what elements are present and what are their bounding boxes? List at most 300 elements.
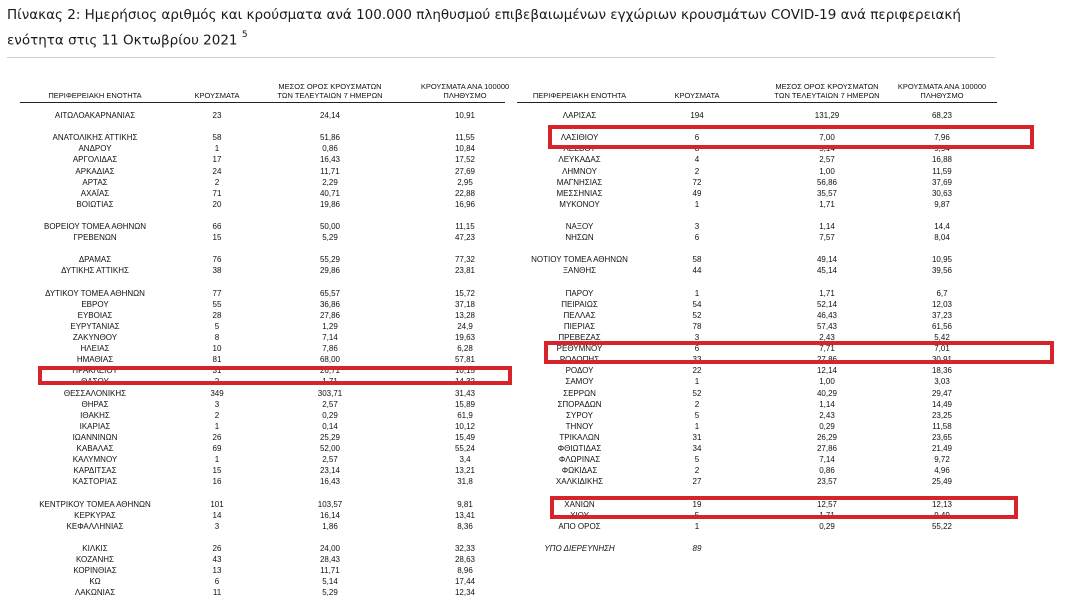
cases-cell: 2: [214, 410, 220, 420]
cases-cell: 66: [212, 222, 222, 231]
region-cell: ΛΑΡΙΣΑΣ: [562, 111, 597, 120]
avg-7-days-cell: 1,29: [322, 321, 338, 331]
avg-7-days-cell: 16,43: [319, 477, 341, 487]
avg-7-days-cell: 2,29: [322, 177, 338, 187]
per-100000-cell: 15,72: [454, 288, 476, 298]
cases-cell: 54: [692, 299, 702, 309]
cases-cell: 1: [214, 421, 220, 431]
per-100000-cell: 22,88: [454, 188, 476, 198]
avg-7-days-cell: 16,14: [319, 510, 341, 520]
per-100000-cell: 55,24: [454, 444, 476, 453]
region-cell: ΚΙΛΚΙΣ: [82, 543, 108, 553]
cases-cell: 1: [694, 199, 700, 209]
per-100000-cell: 11,55: [455, 133, 475, 143]
avg-7-days-cell: 2,57: [322, 455, 338, 465]
cases-cell: 19: [692, 499, 702, 509]
cases-cell: 6: [694, 344, 700, 354]
cases-cell: 5: [694, 510, 700, 520]
cases-cell: 349: [210, 388, 224, 398]
per-100000-cell: 14,49: [931, 399, 953, 409]
avg-7-days-cell: 131,29: [814, 111, 840, 120]
region-cell: ΡΟΔΟΠΗΣ: [559, 355, 600, 365]
avg-7-days-cell: 49,14: [816, 255, 838, 265]
region-cell: ΑΝΑΤΟΛΙΚΗΣ ΑΤΤΙΚΗΣ: [52, 133, 138, 143]
region-cell: ΣΠΟΡΑΔΩΝ: [557, 399, 602, 409]
header-region-line: ΠΕΡΙΦΕΡΕΙΑΚΗ ΕΝΟΤΗΤΑ: [532, 91, 627, 100]
region-cell: ΚΕΝΤΡΙΚΟΥ ΤΟΜΕΑ ΑΘΗΝΩΝ: [39, 499, 151, 509]
cases-cell: 31: [692, 432, 702, 442]
avg-7-days-cell: 50,00: [319, 222, 341, 231]
cases-cell: 38: [212, 266, 222, 276]
cases-cell: 23: [212, 111, 222, 120]
per-100000-cell: 15,49: [454, 432, 476, 442]
per-100000-cell: 17,52: [454, 155, 476, 165]
cases-cell: 194: [690, 111, 704, 120]
avg-7-days-cell: 5,14: [819, 144, 835, 154]
region-cell: ΑΧΑΪΑΣ: [80, 188, 110, 198]
header-avg-7-days: [270, 82, 390, 100]
avg-7-days-cell: 19,86: [319, 199, 341, 209]
cases-cell: 1: [694, 521, 700, 531]
cases-cell: 13: [212, 566, 222, 576]
header-cases-line: ΚΡΟΥΣΜΑΤΑ: [194, 91, 240, 100]
per-100000-cell: 37,69: [931, 177, 953, 187]
avg-7-days-cell: 7,86: [322, 344, 338, 354]
cases-cell: 27: [692, 477, 702, 487]
cases-cell: 3: [214, 521, 220, 531]
per-100000-cell: 16,88: [931, 155, 953, 165]
per-100000-cell: 19,63: [454, 333, 476, 342]
avg-7-days-cell: 57,43: [816, 321, 838, 331]
cases-cell: 8: [694, 144, 700, 154]
region-cell: ΡΕΘΥΜΝΟΥ: [556, 344, 603, 354]
per-100000-cell: 7,96: [934, 133, 950, 143]
header-per-100000: [410, 82, 520, 100]
per-100000-cell: 23,81: [454, 266, 476, 276]
avg-7-days-cell: 40,29: [816, 388, 838, 398]
cases-cell: 52: [692, 388, 702, 398]
cases-cell: 22: [692, 366, 702, 376]
per-100000-cell: 23,25: [931, 410, 953, 420]
per-100000-cell: 4,96: [934, 466, 950, 476]
cases-cell: 5: [694, 455, 700, 465]
table-caption: [7, 4, 1007, 52]
region-cell: ΒΟΡΕΙΟΥ ΤΟΜΕΑ ΑΘΗΝΩΝ: [43, 222, 147, 231]
region-cell: ΣΥΡΟΥ: [566, 410, 593, 420]
cases-cell: 2: [694, 166, 700, 176]
per-100000-cell: 10,91: [454, 111, 476, 120]
avg-7-days-cell: 12,14: [816, 366, 838, 376]
avg-7-days-cell: 0,86: [322, 144, 338, 154]
per-100000-cell: 39,56: [931, 266, 953, 276]
avg-7-days-cell: 46,43: [816, 310, 838, 320]
cases-cell: 1: [694, 288, 700, 298]
cases-cell: 52: [692, 310, 702, 320]
region-cell: ΔΥΤΙΚΗΣ ΑΤΤΙΚΗΣ: [61, 266, 129, 276]
per-100000-cell: 31,8: [457, 477, 473, 487]
per-100000-cell: 3,4: [459, 455, 471, 465]
per-100000-cell: 6,28: [457, 344, 473, 354]
per-100000-cell: 10,12: [454, 421, 476, 431]
cases-cell: 24: [212, 166, 222, 176]
cases-cell: 15: [212, 466, 222, 476]
region-cell: ΔΥΤΙΚΟΥ ΤΟΜΕΑ ΑΘΗΝΩΝ: [45, 288, 145, 298]
header-cases-line: ΚΡΟΥΣΜΑΤΑ: [674, 91, 720, 100]
region-cell: ΝΑΞΟΥ: [565, 222, 594, 231]
region-cell: ΛΑΚΩΝΙΑΣ: [74, 588, 116, 598]
region-cell: ΚΟΖΑΝΗΣ: [75, 555, 115, 564]
header-cases: [652, 91, 742, 100]
avg-7-days-cell: 27,86: [816, 355, 838, 365]
avg-7-days-cell: 1,71: [322, 377, 338, 387]
per-100000-cell: 8,96: [457, 566, 473, 576]
avg-7-days-cell: 23,14: [319, 466, 341, 476]
avg-7-days-cell: 5,14: [322, 577, 338, 587]
per-100000-cell: 11,59: [932, 166, 952, 176]
avg-7-days-cell: 5,29: [322, 233, 338, 243]
per-100000-cell: 9,72: [934, 455, 950, 465]
avg-7-days-cell: 103,57: [317, 499, 343, 509]
header-cases: [185, 91, 249, 100]
cases-cell: 2: [214, 377, 220, 387]
region-cell: ΜΑΓΝΗΣΙΑΣ: [556, 177, 603, 187]
region-cell: ΙΩΑΝΝΙΝΩΝ: [72, 432, 118, 442]
avg-7-days-cell: 65,57: [319, 288, 341, 298]
avg-7-days-cell: 52,00: [319, 444, 341, 453]
region-cell: ΘΑΣΟΥ: [81, 377, 109, 387]
cases-cell: 2: [694, 466, 700, 476]
avg-7-days-cell: 0,14: [322, 421, 338, 431]
region-cell: ΚΑΣΤΟΡΙΑΣ: [72, 477, 118, 487]
footnote-marker: 5: [241, 30, 248, 40]
region-cell: ΑΡΓΟΛΙΔΑΣ: [72, 155, 118, 165]
avg-7-days-cell: 0,86: [819, 466, 835, 476]
region-cell: ΙΚΑΡΙΑΣ: [79, 421, 111, 431]
cases-cell: 17: [212, 155, 222, 165]
cases-cell: 6: [214, 577, 220, 587]
region-cell: ΛΗΜΝΟΥ: [562, 166, 597, 176]
cases-cell: 6: [694, 233, 700, 243]
per-100000-cell: 14,4: [934, 222, 950, 231]
per-100000-cell: 8,04: [934, 233, 950, 243]
caption-line-2: ενότητα στις 11 Οκτωβρίου 2021: [7, 32, 238, 49]
avg-7-days-cell: 5,29: [322, 588, 338, 598]
avg-7-days-cell: 24,14: [319, 111, 341, 120]
per-100000-cell: 57,81: [454, 355, 476, 365]
cases-cell: 14: [212, 510, 222, 520]
avg-7-days-cell: 11,71: [320, 166, 340, 176]
avg-7-days-cell: 29,86: [319, 266, 341, 276]
cases-cell: 101: [210, 499, 224, 509]
region-cell: ΕΥΒΟΙΑΣ: [77, 310, 113, 320]
header-avg-7-days-line: ΜΕΣΟΣ ΟΡΟΣ ΚΡΟΥΣΜΑΤΩΝ: [775, 82, 879, 91]
region-cell: ΛΕΣΒΟΥ: [563, 144, 596, 154]
region-cell: ΠΡΕΒΕΖΑΣ: [558, 333, 601, 342]
region-cell: ΗΜΑΘΙΑΣ: [76, 355, 114, 365]
avg-7-days-cell: 27,86: [319, 310, 341, 320]
header-avg-7-days-line: ΤΩΝ ΤΕΛΕΥΤΑΙΩΝ 7 ΗΜΕΡΩΝ: [277, 91, 383, 100]
per-100000-cell: 9,87: [934, 199, 950, 209]
region-cell: ΤΡΙΚΑΛΩΝ: [559, 432, 600, 442]
region-cell: ΔΡΑΜΑΣ: [78, 255, 112, 265]
per-100000-cell: 30,63: [931, 188, 953, 198]
avg-7-days-cell: 45,14: [816, 266, 838, 276]
per-100000-cell: 8,36: [457, 521, 473, 531]
region-cell: ΒΟΙΩΤΙΑΣ: [76, 199, 114, 209]
per-100000-cell: 2,95: [457, 177, 473, 187]
header-region: [20, 91, 170, 100]
region-cell: ΗΡΑΚΛΕΙΟΥ: [72, 366, 118, 376]
avg-7-days-cell: 0,29: [819, 421, 835, 431]
avg-7-days-cell: 28,43: [319, 555, 341, 564]
per-100000-cell: 10,84: [454, 144, 476, 154]
cases-cell: 5: [694, 410, 700, 420]
per-100000-cell: 23,65: [931, 432, 953, 442]
header-region: [517, 91, 642, 100]
cases-cell: 15: [212, 233, 222, 243]
per-100000-cell: 3,03: [934, 377, 950, 387]
header-per-100000-line: ΠΛΗΘΥΣΜΟ: [443, 91, 487, 100]
header-avg-7-days-line: ΤΩΝ ΤΕΛΕΥΤΑΙΩΝ 7 ΗΜΕΡΩΝ: [774, 91, 880, 100]
cases-cell: 26: [212, 543, 222, 553]
per-100000-cell: 7,01: [934, 344, 950, 354]
avg-7-days-cell: 16,43: [319, 155, 341, 165]
cases-cell: 6: [694, 133, 700, 143]
per-100000-cell: 28,63: [454, 555, 476, 564]
header-avg-7-days: [757, 82, 897, 100]
per-100000-cell: 68,23: [931, 111, 953, 120]
header-per-100000-line: ΚΡΟΥΣΜΑΤΑ ΑΝΑ 100000: [420, 82, 510, 91]
per-100000-cell: 27,69: [454, 166, 476, 176]
avg-7-days-cell: 1,71: [819, 510, 835, 520]
region-cell: ΗΛΕΙΑΣ: [80, 344, 110, 354]
per-100000-cell: 11,58: [932, 421, 952, 431]
table-header: [517, 80, 997, 103]
region-cell: ΓΡΕΒΕΝΩΝ: [73, 233, 117, 243]
avg-7-days-cell: 2,43: [819, 410, 835, 420]
highlight-box-irakleiou: [38, 366, 512, 385]
per-100000-cell: 16,96: [454, 199, 476, 209]
cases-cell: 10: [212, 344, 222, 354]
cases-cell: 1: [694, 421, 700, 431]
avg-7-days-cell: 52,14: [816, 299, 838, 309]
caption-line-1: Πίνακας 2: Ημερήσιος αριθμός και κρούσματα ανά 100.000 πληθυσμού επιβεβαιωμένων εγχώριων κρουσμάτων COVID-19 ανά περιφερειακή: [7, 7, 961, 23]
region-cell: ΕΒΡΟΥ: [81, 299, 109, 309]
region-cell: ΘΗΡΑΣ: [81, 399, 109, 409]
region-cell: ΛΑΣΙΘΙΟΥ: [560, 133, 599, 143]
per-100000-cell: 31,43: [454, 388, 476, 398]
region-cell: ΖΑΚΥΝΘΟΥ: [72, 333, 118, 342]
cases-cell: 49: [692, 188, 702, 198]
cases-cell: 16: [212, 477, 222, 487]
per-100000-cell: 9,81: [457, 499, 473, 509]
per-100000-cell: 32,33: [454, 543, 476, 553]
avg-7-days-cell: 26,29: [816, 432, 838, 442]
avg-7-days-cell: 27,86: [816, 444, 838, 453]
region-cell: ΞΑΝΘΗΣ: [562, 266, 597, 276]
cases-cell: 78: [692, 321, 702, 331]
cases-cell: 1: [214, 455, 220, 465]
per-100000-cell: 6,7: [936, 288, 948, 298]
per-100000-cell: 13,28: [454, 310, 476, 320]
region-cell: ΣΕΡΡΩΝ: [563, 388, 596, 398]
region-cell: ΧΑΛΚΙΔΙΚΗΣ: [555, 477, 604, 487]
region-cell: ΝΗΣΩΝ: [565, 233, 594, 243]
region-cell: ΠΕΛΛΑΣ: [563, 310, 596, 320]
avg-7-days-cell: 0,29: [322, 410, 338, 420]
header-per-100000-line: ΚΡΟΥΣΜΑΤΑ ΑΝΑ 100000: [897, 82, 987, 91]
region-cell: ΧΙΟΥ: [570, 510, 589, 520]
avg-7-days-cell: 26,71: [319, 366, 341, 376]
per-100000-cell: 37,18: [454, 299, 476, 309]
region-cell: ΙΘΑΚΗΣ: [80, 410, 110, 420]
cases-cell: 34: [692, 444, 702, 453]
cases-cell: 20: [212, 199, 222, 209]
region-cell: ΠΙΕΡΙΑΣ: [563, 321, 596, 331]
region-cell: ΚΑΒΑΛΑΣ: [76, 444, 114, 453]
cases-cell: 43: [212, 555, 222, 564]
region-cell: ΦΘΙΩΤΙΔΑΣ: [557, 444, 602, 453]
avg-7-days-cell: 7,71: [819, 344, 835, 354]
avg-7-days-cell: 1,00: [819, 166, 835, 176]
region-cell: ΛΕΥΚΑΔΑΣ: [558, 155, 601, 165]
cases-cell: 55: [212, 299, 222, 309]
per-100000-cell: 25,49: [931, 477, 953, 487]
cases-cell: 1: [694, 377, 700, 387]
per-100000-cell: 15,89: [454, 399, 476, 409]
per-100000-cell: 11,15: [455, 222, 475, 231]
avg-7-days-cell: 36,86: [319, 299, 341, 309]
region-cell: ΤΗΝΟΥ: [565, 421, 594, 431]
region-cell: ΦΛΩΡΙΝΑΣ: [558, 455, 601, 465]
avg-7-days-cell: 1,14: [819, 222, 835, 231]
per-100000-cell: 13,21: [454, 466, 476, 476]
avg-7-days-cell: 7,14: [322, 333, 338, 342]
per-100000-cell: 12,03: [931, 299, 953, 309]
per-100000-cell: 10,95: [931, 255, 953, 265]
region-cell: ΠΑΡΟΥ: [565, 288, 594, 298]
region-cell: ΑΝΔΡΟΥ: [78, 144, 112, 154]
per-100000-cell: 29,47: [931, 388, 953, 398]
region-cell: ΣΑΜΟΥ: [565, 377, 594, 387]
avg-7-days-cell: 2,57: [322, 399, 338, 409]
region-cell: ΜΕΣΣΗΝΙΑΣ: [556, 188, 603, 198]
cases-cell: 3: [214, 399, 220, 409]
per-100000-cell: 21,49: [931, 444, 953, 453]
avg-7-days-cell: 1,00: [819, 377, 835, 387]
per-100000-cell: 47,23: [454, 233, 476, 243]
header-per-100000-line: ΠΛΗΘΥΣΜΟ: [920, 91, 964, 100]
cases-cell: 58: [692, 255, 702, 265]
avg-7-days-cell: 25,29: [319, 432, 341, 442]
region-cell: ΚΟΡΙΝΘΙΑΣ: [73, 566, 117, 576]
cases-cell: 71: [212, 188, 222, 198]
cases-cell: 33: [692, 355, 702, 365]
per-100000-cell: 61,9: [457, 410, 473, 420]
avg-7-days-cell: 2,57: [819, 155, 835, 165]
per-100000-cell: 37,23: [931, 310, 953, 320]
avg-7-days-cell: 51,86: [319, 133, 341, 143]
avg-7-days-cell: 1,71: [819, 288, 835, 298]
per-100000-cell: 30,91: [931, 355, 953, 365]
region-cell: ΚΕΦΑΛΛΗΝΙΑΣ: [66, 521, 124, 531]
cases-cell: 31: [212, 366, 222, 376]
per-100000-cell: 17,44: [454, 577, 476, 587]
avg-7-days-cell: 56,86: [816, 177, 838, 187]
region-cell: ΚΑΛΥΜΝΟΥ: [72, 455, 118, 465]
avg-7-days-cell: 23,57: [816, 477, 838, 487]
region-cell: ΚΑΡΔΙΤΣΑΣ: [73, 466, 117, 476]
region-cell: ΚΕΡΚΥΡΑΣ: [74, 510, 116, 520]
cases-cell: 4: [694, 155, 700, 165]
caption-divider: [7, 57, 995, 58]
cases-cell: 58: [212, 133, 222, 143]
avg-7-days-cell: 7,57: [819, 233, 835, 243]
per-100000-cell: 18,36: [931, 366, 953, 376]
highlight-box-chanion: [550, 496, 1018, 519]
cases-cell: 2: [694, 399, 700, 409]
cases-cell: 11: [212, 588, 222, 598]
region-cell: ΑΡΚΑΔΙΑΣ: [75, 166, 115, 176]
avg-7-days-cell: 55,29: [319, 255, 341, 265]
table-header: [20, 80, 510, 103]
cases-cell: 5: [214, 321, 220, 331]
cases-cell: 69: [212, 444, 222, 453]
avg-7-days-cell: 7,00: [819, 133, 835, 143]
per-100000-cell: 14,32: [454, 377, 476, 387]
highlight-box-rethymnou: [544, 341, 1054, 364]
region-cell: ΘΕΣΣΑΛΟΝΙΚΗΣ: [63, 388, 127, 398]
avg-7-days-cell: 1,14: [819, 399, 835, 409]
per-100000-cell: 55,22: [931, 521, 953, 531]
region-cell: ΠΕΙΡΑΙΩΣ: [561, 299, 598, 309]
cases-cell: 81: [212, 355, 222, 365]
cases-cell: 44: [692, 266, 702, 276]
region-cell: ΦΩΚΙΔΑΣ: [561, 466, 598, 476]
cases-cell: 77: [212, 288, 222, 298]
avg-7-days-cell: 24,00: [319, 543, 341, 553]
avg-7-days-cell: 12,57: [816, 499, 838, 509]
cases-cell: 89: [692, 543, 702, 553]
avg-7-days-cell: 0,29: [819, 521, 835, 531]
per-100000-cell: 9,94: [934, 144, 950, 154]
per-100000-cell: 24,9: [457, 321, 473, 331]
per-100000-cell: 10,15: [454, 366, 476, 376]
cases-cell: 28: [212, 310, 222, 320]
header-avg-7-days-line: ΜΕΣΟΣ ΟΡΟΣ ΚΡΟΥΣΜΑΤΩΝ: [278, 82, 382, 91]
avg-7-days-cell: 40,71: [319, 188, 341, 198]
per-100000-cell: 13,41: [454, 510, 476, 520]
region-cell: ΧΑΝΙΩΝ: [564, 499, 595, 509]
per-100000-cell: 12,13: [931, 499, 953, 509]
region-cell: ΕΥΡΥΤΑΝΙΑΣ: [70, 321, 120, 331]
region-cell: ΡΟΔΟΥ: [565, 366, 594, 376]
avg-7-days-cell: 35,57: [816, 188, 838, 198]
avg-7-days-cell: 1,71: [819, 199, 835, 209]
cases-cell: 1: [214, 144, 220, 154]
region-cell: ΚΩ: [89, 577, 101, 587]
avg-7-days-cell: 303,71: [317, 388, 343, 398]
header-region-line: ΠΕΡΙΦΕΡΕΙΑΚΗ ΕΝΟΤΗΤΑ: [48, 91, 142, 100]
per-100000-cell: 9,49: [934, 510, 950, 520]
region-cell: ΥΠΟ ΔΙΕΡΕΥΝΗΣΗ: [544, 543, 615, 553]
header-per-100000: [887, 82, 997, 100]
per-100000-cell: 12,34: [454, 588, 476, 598]
region-cell: ΑΠΟ ΟΡΟΣ: [558, 521, 601, 531]
cases-cell: 26: [212, 432, 222, 442]
region-cell: ΝΟΤΙΟΥ ΤΟΜΕΑ ΑΘΗΝΩΝ: [531, 255, 628, 265]
avg-7-days-cell: 7,14: [819, 455, 835, 465]
